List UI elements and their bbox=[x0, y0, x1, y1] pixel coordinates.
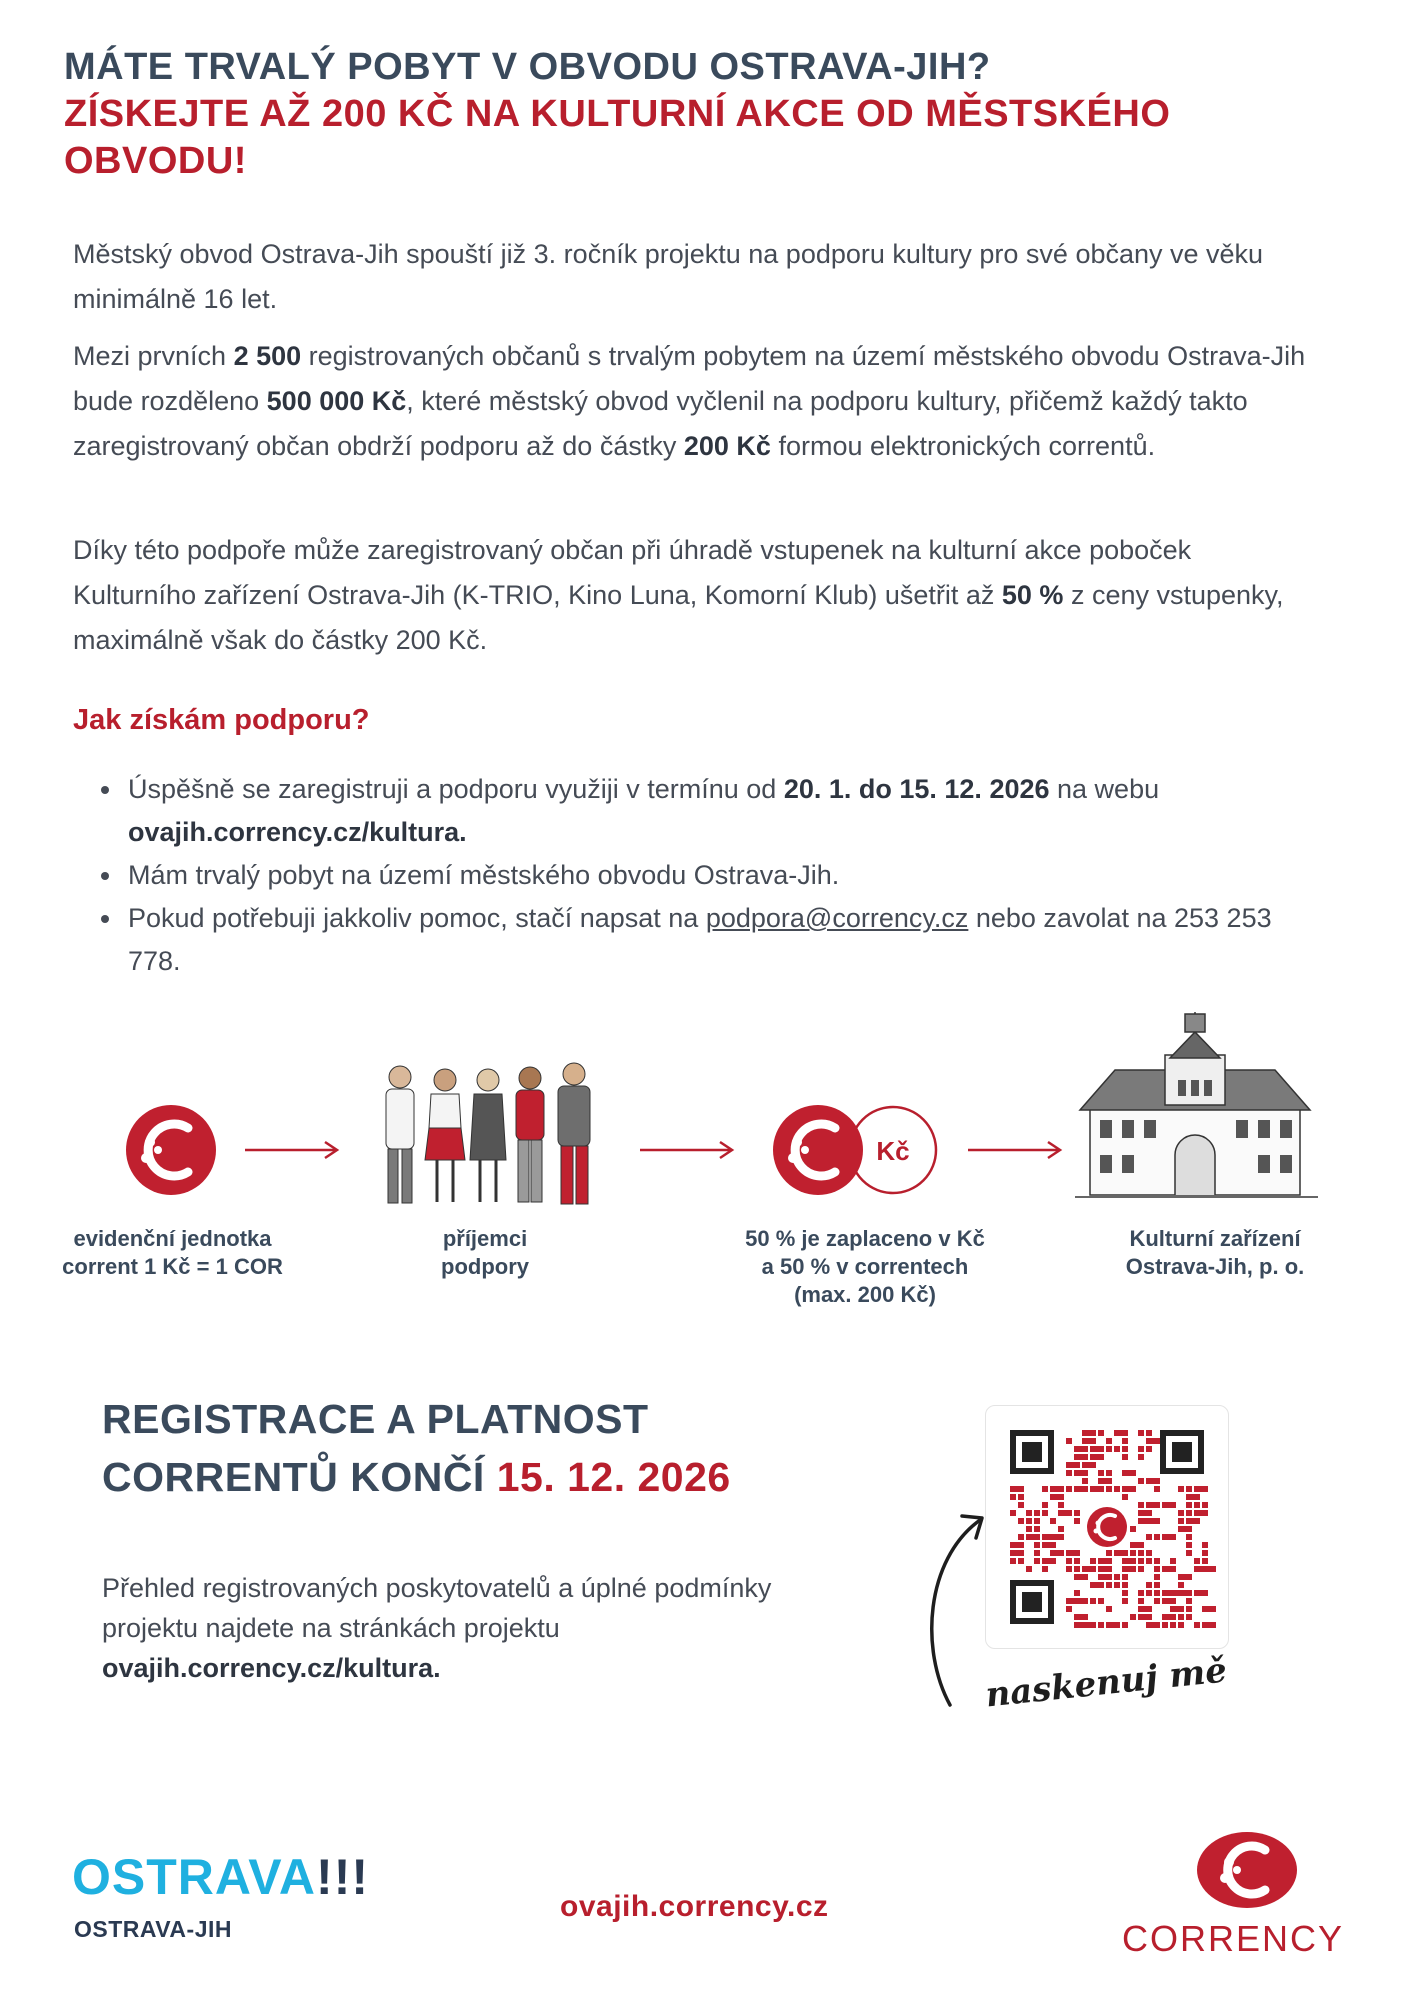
qr-module bbox=[1074, 1486, 1088, 1492]
qr-module bbox=[1178, 1614, 1184, 1620]
heading-line-2: ZÍSKEJTE AŽ 200 KČ NA KULTURNÍ AKCE OD MĚSTSKÉHO bbox=[64, 93, 1171, 135]
qr-module bbox=[1146, 1430, 1152, 1436]
qr-module bbox=[1154, 1566, 1160, 1572]
qr-module bbox=[1058, 1510, 1072, 1516]
qr-module bbox=[1122, 1590, 1128, 1596]
qr-module bbox=[1202, 1542, 1208, 1548]
qr-module bbox=[1138, 1430, 1144, 1436]
qr-module bbox=[1154, 1590, 1160, 1596]
qr-module bbox=[1066, 1566, 1072, 1572]
qr-module bbox=[1098, 1430, 1104, 1436]
qr-module bbox=[1042, 1566, 1048, 1572]
qr-module bbox=[1178, 1510, 1184, 1516]
intro-paragraph-3: Díky této podpoře může zaregistrovaný občan při úhradě vstupenek na kulturní akce poboček Kulturního zařízení Ostrava-Jih (K-TRIO, Kino Luna, Komorní Klub) ušetřit až 50 % z ceny vstupenky, maximálně však do částky 200 Kč. bbox=[73, 535, 1284, 655]
qr-module bbox=[1194, 1510, 1208, 1516]
arrow-icon bbox=[968, 1142, 1060, 1158]
qr-module bbox=[1066, 1606, 1072, 1612]
qr-module bbox=[1122, 1574, 1128, 1580]
qr-module bbox=[1098, 1558, 1112, 1564]
qr-module bbox=[1050, 1542, 1056, 1548]
qr-module bbox=[1010, 1558, 1016, 1564]
qr-module bbox=[1042, 1502, 1048, 1508]
intro-paragraph-2: Mezi prvních 2 500 registrovaných občanů s trvalým pobytem na území městského obvodu Ostrava-Jih bude rozděleno 500 000 Kč, které městský obvod vyčlenil na podporu kultury, přičemž každý takto zaregistrovaný občan obdrží podporu až do částky 200 Kč formou elektronických correntů. bbox=[73, 341, 1306, 461]
qr-module bbox=[1154, 1534, 1160, 1540]
email-link[interactable]: podpora@corrency.cz bbox=[705, 903, 969, 933]
qr-module bbox=[1186, 1510, 1192, 1516]
qr-module bbox=[1170, 1606, 1184, 1612]
qr-module bbox=[1018, 1534, 1024, 1540]
list-item: • Úspěšně se zaregistruji a podporu využiji v termínu od 20. 1. do 15. 12. 2026 na webu ovajih.corrency.cz/kultura. bbox=[124, 768, 1324, 854]
qr-module bbox=[1170, 1622, 1176, 1628]
qr-module bbox=[1186, 1534, 1192, 1540]
qr-module bbox=[1074, 1446, 1088, 1452]
qr-module bbox=[1202, 1486, 1208, 1492]
qr-module bbox=[1202, 1606, 1216, 1612]
qr-module bbox=[1194, 1590, 1208, 1596]
qr-module bbox=[1138, 1606, 1152, 1612]
qr-module bbox=[1026, 1518, 1032, 1524]
qr-module bbox=[1026, 1510, 1032, 1516]
qr-module bbox=[1146, 1558, 1152, 1564]
qr-module bbox=[1098, 1470, 1104, 1476]
qr-module bbox=[1098, 1622, 1104, 1628]
flow-step-3-caption: 50 % je zaplaceno v Kč a 50 % v correntech (max. 200 Kč) bbox=[745, 1226, 985, 1307]
qr-module bbox=[1058, 1550, 1064, 1556]
qr-module bbox=[1034, 1510, 1040, 1516]
qr-module bbox=[1114, 1574, 1120, 1580]
qr-module bbox=[1050, 1518, 1056, 1524]
kc-badge-label: Kč bbox=[876, 1136, 910, 1166]
qr-module bbox=[1066, 1558, 1072, 1564]
people-group-icon bbox=[386, 1063, 590, 1204]
qr-module bbox=[1074, 1614, 1088, 1620]
qr-module bbox=[1178, 1486, 1184, 1492]
qr-module bbox=[1066, 1470, 1072, 1476]
arrow-icon bbox=[245, 1142, 337, 1158]
qr-module bbox=[1154, 1574, 1160, 1580]
qr-module bbox=[1138, 1446, 1144, 1452]
flow-step-2-caption: příjemci podpory bbox=[441, 1226, 529, 1279]
qr-module bbox=[1010, 1494, 1016, 1500]
qr-module bbox=[1186, 1502, 1192, 1508]
qr-module bbox=[1186, 1486, 1192, 1492]
qr-module bbox=[1138, 1502, 1144, 1508]
qr-module bbox=[1058, 1526, 1064, 1532]
qr-module bbox=[1138, 1550, 1144, 1556]
qr-module bbox=[1042, 1486, 1048, 1492]
qr-module bbox=[1186, 1550, 1192, 1556]
qr-module bbox=[1130, 1542, 1144, 1548]
intro-paragraph-1: Městský obvod Ostrava-Jih spouští již 3. ročník projektu na podporu kultury pro své občany ve věku minimálně 16 let. bbox=[73, 239, 1264, 314]
qr-module bbox=[1098, 1574, 1112, 1580]
corrency-logo-icon bbox=[1195, 1830, 1300, 1910]
qr-module bbox=[1098, 1598, 1104, 1604]
qr-module bbox=[1138, 1478, 1144, 1484]
qr-module bbox=[1034, 1526, 1040, 1532]
qr-module bbox=[1146, 1510, 1152, 1516]
qr-module bbox=[1146, 1622, 1160, 1628]
qr-module bbox=[1018, 1502, 1024, 1508]
qr-module bbox=[1186, 1494, 1200, 1500]
qr-module bbox=[1034, 1518, 1040, 1524]
how-title: Jak získám podporu? bbox=[73, 704, 370, 736]
qr-module bbox=[1074, 1590, 1080, 1596]
qr-module bbox=[1066, 1486, 1072, 1492]
qr-module bbox=[1090, 1430, 1096, 1436]
qr-module bbox=[1074, 1454, 1088, 1460]
qr-module bbox=[1186, 1518, 1200, 1524]
corrent-logo-icon bbox=[126, 1105, 216, 1195]
corrency-brand-label: CORRENCY bbox=[1122, 1918, 1345, 1959]
qr-module bbox=[1162, 1502, 1176, 1508]
qr-module bbox=[1074, 1510, 1080, 1516]
footer-url-link[interactable]: ovajih.corrency.cz bbox=[560, 1890, 829, 1923]
scan-me-label: naskenuj mě bbox=[983, 1650, 1229, 1716]
qr-module bbox=[1162, 1598, 1176, 1604]
qr-module bbox=[1050, 1494, 1064, 1500]
qr-module bbox=[1138, 1590, 1144, 1596]
qr-module bbox=[1138, 1614, 1152, 1620]
qr-module bbox=[1122, 1598, 1128, 1604]
qr-module bbox=[1194, 1502, 1200, 1508]
website-link[interactable]: ovajih.corrency.cz/kultura. bbox=[128, 817, 467, 847]
website-link[interactable]: ovajih.corrency.cz/kultura. bbox=[102, 1653, 441, 1683]
qr-module bbox=[1146, 1446, 1152, 1452]
qr-module bbox=[1114, 1582, 1120, 1588]
qr-module bbox=[1146, 1550, 1152, 1556]
qr-module bbox=[1138, 1558, 1144, 1564]
qr-module bbox=[1090, 1622, 1096, 1628]
qr-module bbox=[1186, 1598, 1192, 1604]
qr-module bbox=[1074, 1518, 1080, 1524]
qr-module bbox=[1130, 1526, 1136, 1532]
qr-module bbox=[1082, 1470, 1088, 1476]
qr-module bbox=[1122, 1566, 1136, 1572]
qr-module bbox=[1154, 1558, 1160, 1564]
qr-module bbox=[1114, 1446, 1120, 1452]
qr-module bbox=[1114, 1486, 1120, 1492]
qr-module bbox=[1074, 1598, 1088, 1604]
qr-module bbox=[1178, 1518, 1184, 1524]
qr-module bbox=[1010, 1542, 1024, 1548]
qr-module bbox=[1090, 1446, 1104, 1452]
qr-module bbox=[1066, 1550, 1080, 1556]
list-item: • Pokud potřebuji jakkoliv pomoc, stačí napsat na podpora@corrency.cz nebo zavolat na 253 253 778. bbox=[124, 897, 1324, 983]
qr-module bbox=[1042, 1510, 1048, 1516]
qr-module bbox=[1082, 1574, 1088, 1580]
qr-module bbox=[1122, 1454, 1128, 1460]
qr-module bbox=[1106, 1606, 1112, 1612]
qr-module bbox=[1018, 1558, 1024, 1564]
list-item: • Mám trvalý pobyt na území městského obvodu Ostrava-Jih. bbox=[124, 854, 1324, 897]
qr-module bbox=[1178, 1582, 1184, 1588]
qr-module bbox=[1146, 1518, 1160, 1524]
qr-module bbox=[1034, 1550, 1040, 1556]
qr-module bbox=[1122, 1550, 1128, 1556]
qr-module bbox=[1058, 1534, 1064, 1540]
flow-step-1-caption: evidenční jednotka corrent 1 Kč = 1 COR bbox=[62, 1226, 283, 1279]
qr-module bbox=[1122, 1582, 1128, 1588]
qr-module bbox=[1090, 1582, 1104, 1588]
qr-module bbox=[1082, 1478, 1088, 1484]
ostrava-jih-label: OSTRAVA-JIH bbox=[74, 1916, 232, 1942]
qr-module bbox=[1194, 1558, 1200, 1564]
qr-module bbox=[1170, 1566, 1176, 1572]
qr-module bbox=[1122, 1494, 1128, 1500]
qr-module bbox=[1090, 1558, 1096, 1564]
qr-module bbox=[1202, 1502, 1208, 1508]
qr-module bbox=[1042, 1558, 1056, 1564]
qr-module bbox=[1202, 1558, 1208, 1564]
qr-module bbox=[1162, 1534, 1176, 1540]
qr-module bbox=[1186, 1614, 1192, 1620]
qr-module bbox=[1178, 1590, 1192, 1596]
qr-module bbox=[1106, 1550, 1112, 1556]
qr-module bbox=[1162, 1614, 1176, 1620]
qr-module bbox=[1186, 1574, 1192, 1580]
qr-module bbox=[1202, 1550, 1208, 1556]
qr-module bbox=[1074, 1462, 1080, 1468]
qr-module bbox=[1106, 1446, 1112, 1452]
qr-module bbox=[1122, 1558, 1136, 1564]
qr-module bbox=[1106, 1478, 1112, 1484]
qr-module bbox=[1018, 1494, 1024, 1500]
qr-module bbox=[1082, 1438, 1096, 1444]
qr-module bbox=[1010, 1486, 1024, 1492]
corrent-kc-icon bbox=[773, 1105, 936, 1195]
qr-code[interactable] bbox=[985, 1405, 1229, 1649]
qr-module bbox=[1026, 1526, 1032, 1532]
qr-module bbox=[1034, 1542, 1040, 1548]
qr-module bbox=[1034, 1558, 1040, 1564]
qr-module bbox=[1194, 1622, 1200, 1628]
qr-module bbox=[1146, 1438, 1160, 1444]
qr-module bbox=[1098, 1566, 1112, 1572]
qr-module bbox=[1074, 1558, 1080, 1564]
qr-module bbox=[1202, 1622, 1216, 1628]
qr-module bbox=[1146, 1590, 1152, 1596]
qr-module bbox=[1106, 1582, 1112, 1588]
qr-module bbox=[1154, 1582, 1160, 1588]
qr-module bbox=[1146, 1478, 1160, 1484]
qr-module bbox=[1106, 1470, 1112, 1476]
qr-module bbox=[1098, 1454, 1104, 1460]
qr-module bbox=[1122, 1470, 1136, 1476]
qr-module bbox=[1106, 1438, 1112, 1444]
qr-module bbox=[1058, 1502, 1064, 1508]
qr-module bbox=[1130, 1550, 1136, 1556]
qr-module bbox=[1018, 1518, 1024, 1524]
qr-module bbox=[1154, 1598, 1160, 1604]
qr-module bbox=[1146, 1582, 1152, 1588]
qr-module bbox=[1114, 1430, 1128, 1436]
qr-module bbox=[1082, 1566, 1096, 1572]
qr-module bbox=[1082, 1462, 1096, 1468]
qr-module bbox=[1202, 1566, 1216, 1572]
qr-module bbox=[1146, 1534, 1152, 1540]
heading-line-1: MÁTE TRVALÝ POBYT V OBVODU OSTRAVA-JIH? bbox=[64, 46, 991, 88]
qr-code-image bbox=[986, 1406, 1228, 1648]
flow-step-4-caption: Kulturní zařízení Ostrava-Jih, p. o. bbox=[1125, 1226, 1305, 1279]
qr-module bbox=[1106, 1486, 1112, 1492]
qr-module bbox=[1154, 1486, 1160, 1492]
qr-module bbox=[1074, 1566, 1080, 1572]
qr-module bbox=[1186, 1606, 1192, 1612]
qr-module bbox=[1170, 1558, 1176, 1564]
qr-module bbox=[1090, 1598, 1096, 1604]
qr-module bbox=[1138, 1566, 1144, 1572]
qr-module bbox=[1186, 1526, 1192, 1532]
qr-module bbox=[1138, 1454, 1144, 1460]
qr-module bbox=[1026, 1534, 1040, 1540]
qr-module bbox=[1066, 1438, 1072, 1444]
qr-module bbox=[1146, 1502, 1160, 1508]
qr-module bbox=[1186, 1542, 1192, 1548]
qr-module bbox=[1026, 1566, 1032, 1572]
qr-module bbox=[1138, 1598, 1144, 1604]
qr-module bbox=[1010, 1550, 1024, 1556]
arrow-icon bbox=[640, 1142, 732, 1158]
qr-module bbox=[1106, 1622, 1120, 1628]
registration-text: Přehled registrovaných poskytovatelů a úplné podmínky projektu najdete na stránkách projektu ovajih.corrency.cz/kultura. bbox=[102, 1573, 772, 1683]
qr-module bbox=[1162, 1622, 1168, 1628]
heading-line-3: OBVODU! bbox=[64, 140, 247, 182]
qr-module bbox=[1130, 1614, 1136, 1620]
page-heading bbox=[64, 44, 1354, 185]
qr-module bbox=[1098, 1486, 1104, 1492]
qr-module bbox=[1178, 1622, 1184, 1628]
qr-module bbox=[1122, 1438, 1128, 1444]
registration-title: REGISTRACE A PLATNOST CORRENTŮ KONČÍ 15. 12. 2026 bbox=[102, 1396, 731, 1500]
ostrava-logo: OSTRAVA!!! bbox=[72, 1849, 369, 1905]
qr-module bbox=[1122, 1486, 1136, 1492]
qr-module bbox=[1050, 1486, 1064, 1492]
culture-building-icon bbox=[1075, 1012, 1318, 1197]
how-list bbox=[80, 768, 1324, 983]
qr-module bbox=[1010, 1510, 1016, 1516]
qr-module bbox=[1122, 1446, 1128, 1452]
qr-module bbox=[1122, 1622, 1128, 1628]
